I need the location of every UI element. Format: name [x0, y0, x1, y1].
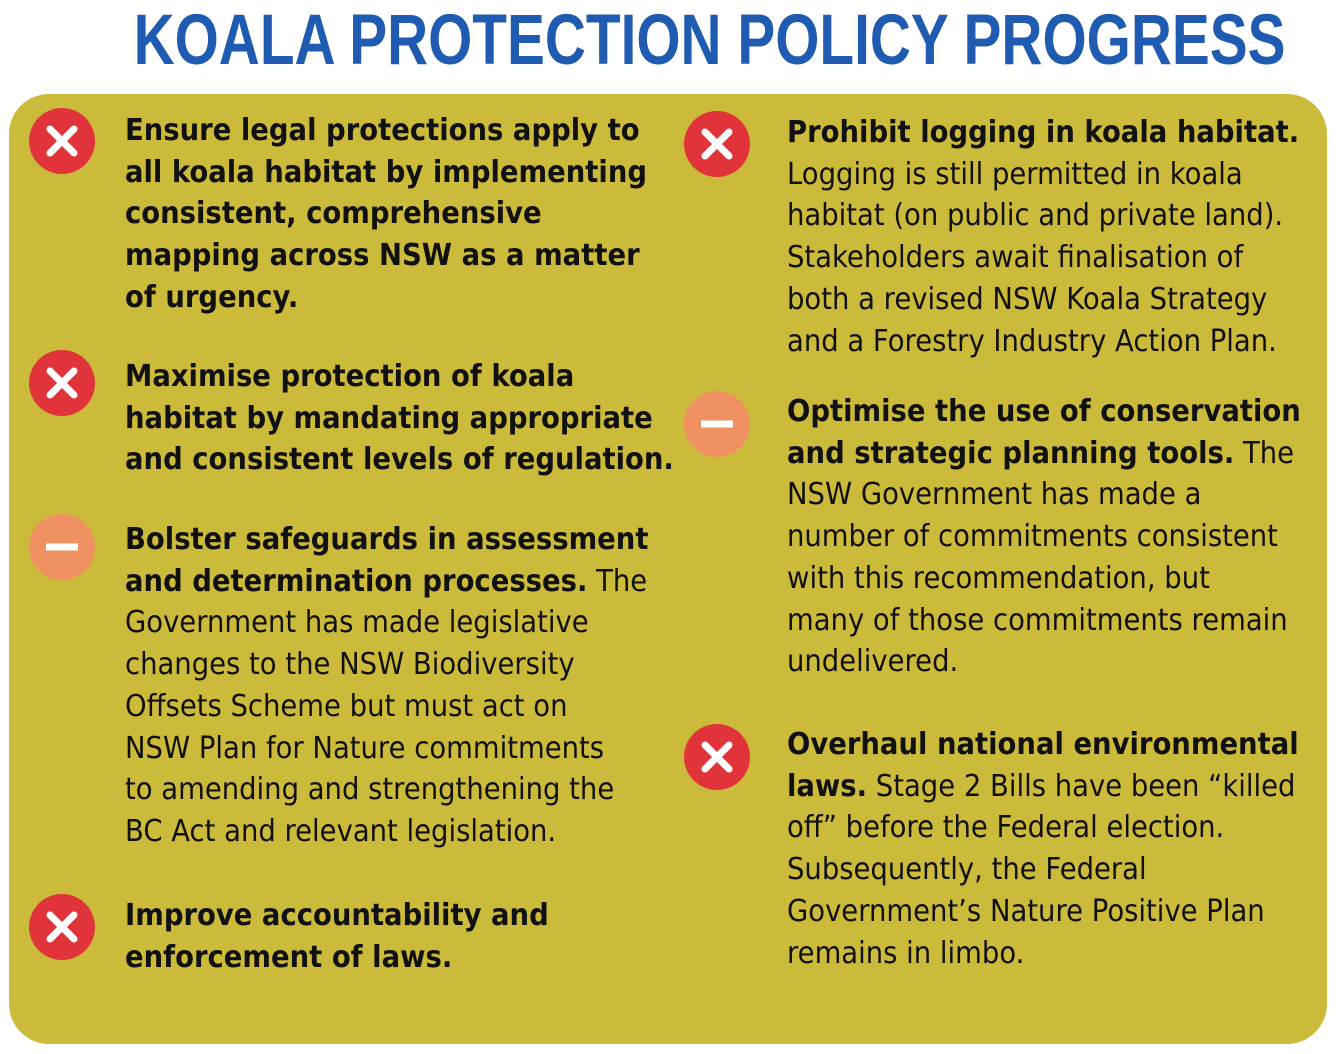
bold-text: Ensure legal protections apply to — [125, 113, 640, 148]
text-line — [125, 769, 648, 811]
text-line — [125, 644, 648, 686]
regular-text: many of those commitments remain — [787, 602, 1288, 638]
text-line — [125, 728, 648, 770]
bold-text: Maximise protection of koala — [125, 359, 575, 394]
regular-text: NSW Government has made a — [787, 477, 1202, 513]
policy-panel — [9, 94, 1327, 1044]
text-line — [787, 112, 1299, 154]
regular-text: remains in limbo. — [787, 935, 1025, 971]
regular-text: Government has made legislative — [125, 605, 589, 641]
regular-text: NSW Plan for Nature commitments — [125, 730, 605, 766]
regular-text: and a Forestry Industry Action Plan. — [787, 323, 1277, 359]
bold-text: habitat by mandating appropriate — [125, 400, 653, 436]
text-line — [125, 152, 647, 194]
text-line — [125, 811, 648, 853]
regular-text: with this recommendation, but — [787, 560, 1210, 596]
regular-text: Offsets Scheme but must act on — [125, 688, 568, 724]
text-line — [787, 724, 1299, 766]
bold-text: Optimise the use of conservation — [787, 394, 1301, 429]
text-line — [787, 891, 1299, 933]
bold-text: Improve accountability and — [125, 898, 549, 933]
bold-text: Overhaul national environmental — [787, 727, 1299, 762]
text-line — [125, 398, 674, 440]
regular-text: both a revised NSW Koala Strategy — [787, 281, 1268, 317]
regular-text: undelivered. — [787, 644, 959, 680]
regular-text: habitat (on public and private land). — [787, 198, 1284, 234]
bold-text: Prohibit logging in koala habitat. — [787, 115, 1300, 150]
regular-text: changes to the NSW Biodiversity — [125, 647, 575, 683]
text-line — [125, 602, 648, 644]
text-line — [787, 600, 1301, 642]
bold-text: consistent, comprehensive — [125, 196, 542, 232]
bold-text: Bolster safeguards in assessment — [125, 522, 649, 557]
text-line — [787, 391, 1301, 433]
page-title: KOALA PROTECTION POLICY PROGRESS — [133, 1, 1286, 80]
text-line — [787, 641, 1301, 683]
text-line — [787, 154, 1299, 196]
policy-text — [125, 895, 549, 978]
text-line — [787, 766, 1299, 808]
bold-text: all koala habitat by implementing — [125, 154, 648, 190]
text-line — [125, 235, 647, 277]
text-line — [125, 937, 549, 979]
policy-text — [787, 724, 1299, 974]
regular-text: The — [587, 563, 648, 599]
bold-text: mapping across NSW as a matter — [125, 238, 640, 274]
text-line — [787, 321, 1299, 363]
text-line — [787, 849, 1299, 891]
bold-text: and strategic planning tools. — [787, 435, 1235, 471]
policy-text — [125, 356, 674, 481]
minus-icon — [29, 514, 95, 580]
text-line — [787, 558, 1301, 600]
text-line — [787, 807, 1299, 849]
bold-text: of urgency. — [125, 279, 299, 315]
minus-icon — [684, 391, 750, 457]
x-icon — [29, 350, 95, 416]
text-line — [125, 277, 647, 319]
policy-text — [787, 112, 1299, 362]
policy-text — [125, 519, 648, 853]
regular-text: Logging is still permitted in koala — [787, 156, 1243, 192]
text-line — [125, 895, 549, 937]
text-line — [787, 195, 1299, 237]
bold-text: and determination processes. — [125, 563, 588, 599]
text-line — [787, 433, 1301, 475]
text-line — [125, 193, 647, 235]
text-line — [125, 439, 674, 481]
text-line — [125, 561, 648, 603]
bold-text: laws. — [787, 768, 868, 804]
regular-text: Stakeholders await finalisation of — [787, 240, 1244, 276]
regular-text: Stage 2 Bills have been “killed — [867, 768, 1296, 804]
bold-text: and consistent levels of regulation. — [125, 442, 674, 478]
regular-text: off” before the Federal election. — [787, 810, 1225, 846]
x-icon — [29, 894, 95, 960]
regular-text: Government’s Nature Positive Plan — [787, 893, 1265, 929]
text-line — [787, 933, 1299, 975]
text-line — [125, 110, 647, 152]
text-line — [787, 474, 1301, 516]
x-icon — [29, 108, 95, 174]
x-icon — [684, 111, 750, 177]
text-line — [787, 516, 1301, 558]
regular-text: The — [1234, 435, 1295, 471]
regular-text: Subsequently, the Federal — [787, 852, 1147, 888]
policy-text — [787, 391, 1301, 683]
policy-text — [125, 110, 647, 319]
text-line — [125, 356, 674, 398]
regular-text: BC Act and relevant legislation. — [125, 813, 557, 849]
text-line — [787, 237, 1299, 279]
text-line — [787, 279, 1299, 321]
regular-text: number of commitments consistent — [787, 519, 1278, 555]
bold-text: enforcement of laws. — [125, 939, 453, 975]
text-line — [125, 686, 648, 728]
regular-text: to amending and strengthening the — [125, 772, 615, 808]
x-icon — [684, 724, 750, 790]
text-line — [125, 519, 648, 561]
